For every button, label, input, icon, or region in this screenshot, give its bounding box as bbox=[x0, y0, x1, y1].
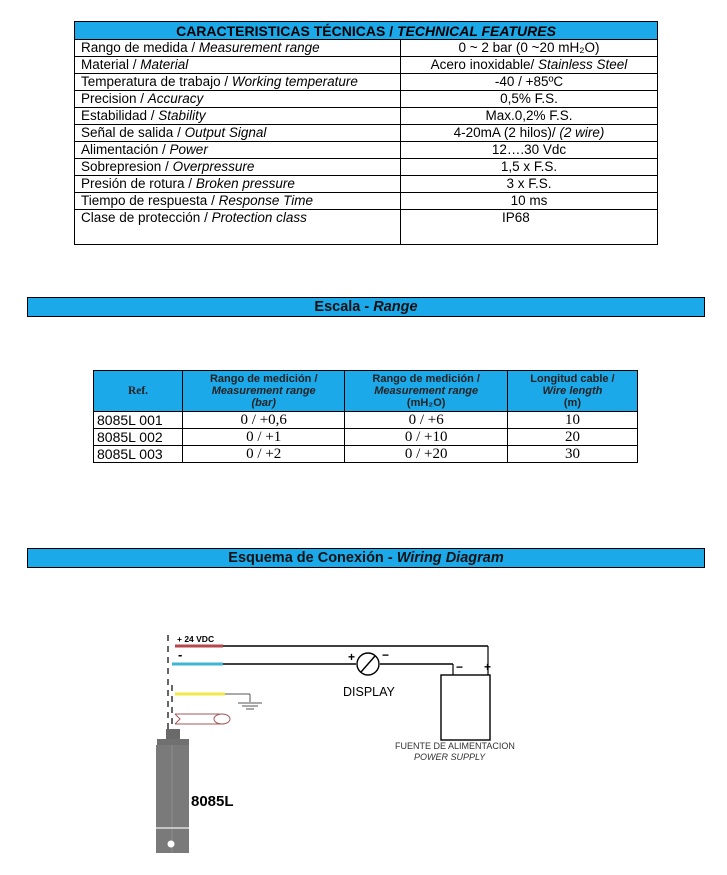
spec-value: 10 ms bbox=[401, 193, 658, 210]
table-row bbox=[75, 108, 658, 125]
spec-value: -40 / +85ºC bbox=[401, 74, 658, 91]
table-row bbox=[75, 91, 658, 108]
vent-tube bbox=[175, 714, 220, 724]
spec-label: Alimentación / Power bbox=[75, 142, 401, 159]
supply-voltage-label: + 24 VDC bbox=[177, 634, 215, 644]
power-supply-box bbox=[441, 675, 490, 740]
power-supply-label-es: FUENTE DE ALIMENTACION bbox=[395, 741, 515, 751]
table-row bbox=[75, 74, 658, 91]
sensor-cap bbox=[166, 729, 180, 739]
column-header-range-bar: Rango de medición / Measurement range (bar) bbox=[183, 371, 345, 412]
ref-cell: 8085L 003 bbox=[94, 446, 183, 463]
spec-value: IP68 bbox=[401, 210, 658, 245]
spec-label: Rango de medida / Measurement range bbox=[75, 40, 401, 57]
technical-features-header bbox=[75, 22, 658, 40]
range-mh2o-cell: 0 / +10 bbox=[345, 429, 507, 446]
wiring-diagram-drawing bbox=[0, 590, 727, 875]
technical-features-table bbox=[74, 21, 658, 245]
spec-label: Estabilidad / Stability bbox=[75, 108, 401, 125]
table-row bbox=[75, 57, 658, 74]
wiring-title-es: Esquema de Conexión - bbox=[228, 550, 397, 566]
table-row bbox=[75, 193, 658, 210]
sensor-model-label: 8085L bbox=[191, 793, 234, 810]
header-es: CARACTERISTICAS TÉCNICAS / bbox=[176, 22, 397, 39]
spec-label: Material / Material bbox=[75, 57, 401, 74]
spec-label: Tiempo de respuesta / Response Time bbox=[75, 193, 401, 210]
table-row bbox=[75, 40, 658, 57]
spec-label: Presión de rotura / Broken pressure bbox=[75, 176, 401, 193]
range-bar-cell: 0 / +1 bbox=[183, 429, 345, 446]
range-title-es: Escala - bbox=[314, 299, 374, 315]
wiring-section-title bbox=[27, 548, 705, 568]
table-row bbox=[75, 210, 658, 245]
column-header-range-mh2o: Rango de medición / Measurement range (mH₂O) bbox=[345, 371, 507, 412]
range-bar-cell: 0 / +0,6 bbox=[183, 412, 345, 429]
table-row bbox=[94, 429, 638, 446]
wire-length-cell: 10 bbox=[507, 412, 637, 429]
header-en: TECHNICAL FEATURES bbox=[396, 22, 556, 39]
wire-length-cell: 20 bbox=[507, 429, 637, 446]
display-plus-label: + bbox=[348, 650, 356, 664]
range-table bbox=[93, 370, 638, 463]
table-row bbox=[75, 176, 658, 193]
spec-value: Acero inoxidable/ Stainless Steel bbox=[401, 57, 658, 74]
spec-value: 1,5 x F.S. bbox=[401, 159, 658, 176]
negative-label: - bbox=[178, 647, 183, 662]
spec-label: Sobrepresion / Overpressure bbox=[75, 159, 401, 176]
ref-cell: 8085L 001 bbox=[94, 412, 183, 429]
power-supply-minus-label: − bbox=[456, 660, 464, 674]
range-title-en: Range bbox=[373, 299, 418, 315]
column-header-wire-length: Longitud cable / Wire length (m) bbox=[507, 371, 637, 412]
wire-length-cell: 30 bbox=[507, 446, 637, 463]
wiring-diagram bbox=[0, 590, 727, 875]
spec-value: Max.0,2% F.S. bbox=[401, 108, 658, 125]
power-supply-label-en: POWER SUPPLY bbox=[414, 752, 486, 762]
table-row bbox=[94, 446, 638, 463]
table-row bbox=[75, 125, 658, 142]
range-bar-cell: 0 / +2 bbox=[183, 446, 345, 463]
range-mh2o-cell: 0 / +20 bbox=[345, 446, 507, 463]
spec-label: Precision / Accuracy bbox=[75, 91, 401, 108]
column-header-ref: Ref. bbox=[94, 371, 183, 412]
display-label: DISPLAY bbox=[343, 685, 395, 699]
display-minus-label: − bbox=[382, 648, 390, 662]
spec-value: 4-20mA (2 hilos)/ (2 wire) bbox=[401, 125, 658, 142]
spec-label: Clase de protección / Protection class bbox=[75, 210, 401, 245]
spec-value: 0 ~ 2 bar (0 ~20 mH₂O) bbox=[401, 40, 658, 57]
spec-label: Señal de salida / Output Signal bbox=[75, 125, 401, 142]
spec-value: 12….30 Vdc bbox=[401, 142, 658, 159]
power-supply-plus-label: + bbox=[484, 660, 492, 674]
wiring-title-en: Wiring Diagram bbox=[396, 550, 504, 566]
range-mh2o-cell: 0 / +6 bbox=[345, 412, 507, 429]
spec-value: 3 x F.S. bbox=[401, 176, 658, 193]
table-row bbox=[75, 142, 658, 159]
ref-cell: 8085L 002 bbox=[94, 429, 183, 446]
spec-label: Temperatura de trabajo / Working temperature bbox=[75, 74, 401, 91]
spec-value: 0,5% F.S. bbox=[401, 91, 658, 108]
table-row bbox=[94, 412, 638, 429]
table-row bbox=[75, 159, 658, 176]
range-section-title bbox=[27, 297, 705, 317]
